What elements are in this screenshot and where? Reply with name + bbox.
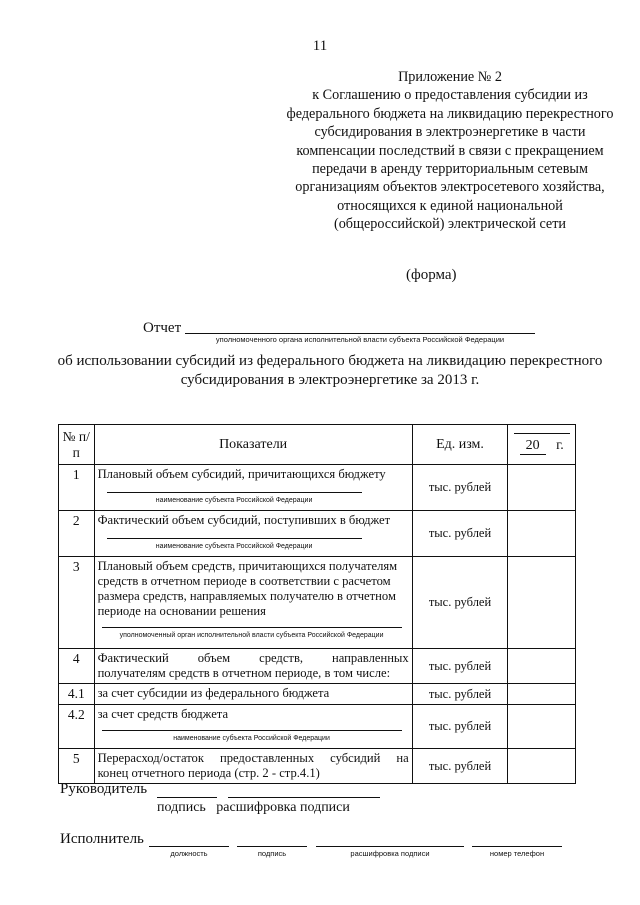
row-unit: тыс. рублей: [412, 649, 508, 684]
appendix-line: Приложение № 2: [398, 69, 502, 85]
page-number: 11: [312, 38, 328, 54]
row-text: за счет субсидии из федерального бюджета: [97, 686, 330, 700]
row-text: Перерасход/остаток предоставленных субсидий на: [97, 751, 409, 765]
row-text: Фактический объем средств, направленных: [97, 651, 409, 665]
row-text: Плановый объем средств, причитающихся получателям средств в отчетном периоде в соответствии с расчетом размера средств, направляемых получателю в отчетном периоде на основании решения: [97, 559, 398, 618]
row-value-cell[interactable]: [508, 511, 576, 557]
row-text: получателям средств в отчетном периоде, в том числе:: [97, 666, 391, 680]
row-value-cell[interactable]: [508, 705, 576, 749]
appendix-line: передачи в аренду территориальным сетевым: [312, 161, 588, 178]
table-row: [59, 557, 576, 649]
executor-position-caption: должность: [170, 849, 208, 858]
appendix-line: субсидирования в электроэнергетике в части: [314, 124, 586, 141]
appendix-line: (общероссийской) электрической сети: [333, 216, 567, 233]
row-num: 5: [59, 749, 95, 784]
row-num: 4.1: [59, 684, 95, 705]
row-unit: тыс. рублей: [412, 684, 508, 705]
row-num: 4.2: [59, 705, 95, 749]
authority-caption: уполномоченный орган исполнительной власти субъекта Российской Федерации: [119, 632, 384, 639]
row-unit: тыс. рублей: [412, 749, 508, 784]
year-suffix: г.: [556, 438, 564, 453]
row-indicator: [94, 749, 412, 784]
appendix-line: компенсации последствий в связи с прекращением: [296, 142, 604, 159]
table-row: [59, 649, 576, 684]
executor-position-field[interactable]: [149, 846, 229, 847]
report-word: Отчет: [143, 320, 182, 336]
heading-line: об использовании субсидий из федерального бюджета на ликвидацию перекрестного: [57, 353, 603, 369]
report-authority-caption: уполномоченного органа исполнительной власти субъекта Российской Федерации: [215, 335, 505, 344]
report-table: [58, 424, 576, 784]
row-indicator: [94, 649, 412, 684]
appendix-line: относящихся к единой национальной: [337, 197, 563, 214]
head-name-field[interactable]: [228, 797, 380, 798]
region-name-caption: наименование субъекта Российской Федерации: [173, 735, 330, 742]
header-year[interactable]: [508, 425, 576, 465]
row-num: 4: [59, 649, 95, 684]
year-value: 20: [520, 438, 546, 455]
executor-name-field[interactable]: [316, 846, 464, 847]
header-indicators: Показатели: [94, 425, 412, 465]
row-value-cell[interactable]: [508, 649, 576, 684]
executor-label: Исполнитель: [60, 831, 144, 847]
row-num: 3: [59, 557, 95, 649]
head-label: Руководитель: [60, 781, 148, 797]
row-indicator: [94, 557, 412, 649]
row-unit: тыс. рублей: [412, 705, 508, 749]
row-text: Плановый объем субсидий, причитающихся бюджету: [97, 467, 386, 481]
row-indicator: [94, 465, 412, 511]
appendix-line: к Соглашению о предоставления субсидии из: [312, 87, 588, 104]
row-value-cell[interactable]: [508, 684, 576, 705]
row-unit: тыс. рублей: [412, 557, 508, 649]
report-heading: [30, 352, 630, 390]
appendix-block: [260, 68, 640, 234]
row-num: 2: [59, 511, 95, 557]
row-indicator: [94, 511, 412, 557]
row-indicator: [94, 705, 412, 749]
header-num: № п/п: [59, 425, 95, 465]
row-value-cell[interactable]: [508, 557, 576, 649]
row-text: за счет средств бюджета: [97, 707, 229, 721]
row-value-cell[interactable]: [508, 749, 576, 784]
table-row: [59, 511, 576, 557]
header-unit: Ед. изм.: [412, 425, 508, 465]
form-label: (форма): [406, 267, 457, 283]
head-caption: подпись расшифровка подписи: [157, 800, 350, 815]
table-row: [59, 705, 576, 749]
row-text: Фактический объем субсидий, поступивших в бюджет: [97, 513, 391, 527]
table-row: [59, 465, 576, 511]
executor-signature-field[interactable]: [237, 846, 307, 847]
region-name-caption: наименование субъекта Российской Федерации: [155, 543, 313, 550]
executor-phone-caption: номер телефон: [489, 849, 545, 858]
executor-signature-caption: подпись: [257, 849, 287, 858]
table-row: [59, 749, 576, 784]
executor-name-caption: расшифровка подписи: [350, 849, 430, 858]
report-authority-field[interactable]: [185, 333, 535, 334]
row-unit: тыс. рублей: [412, 511, 508, 557]
row-text: конец отчетного периода (стр. 2 - стр.4.1): [97, 766, 320, 780]
row-indicator: [94, 684, 412, 705]
head-signature-field[interactable]: [157, 797, 217, 798]
appendix-line: организациям объектов электросетевого хозяйства,: [295, 179, 605, 196]
region-name-caption: наименование субъекта Российской Федерации: [155, 497, 313, 504]
row-num: 1: [59, 465, 95, 511]
executor-phone-field[interactable]: [472, 846, 562, 847]
heading-line: субсидирования в электроэнергетике за 2013 г.: [180, 372, 480, 388]
row-value-cell[interactable]: [508, 465, 576, 511]
table-row: [59, 684, 576, 705]
appendix-line: федерального бюджета на ликвидацию перекрестного: [286, 105, 614, 122]
table-header-row: [59, 425, 576, 465]
row-unit: тыс. рублей: [412, 465, 508, 511]
